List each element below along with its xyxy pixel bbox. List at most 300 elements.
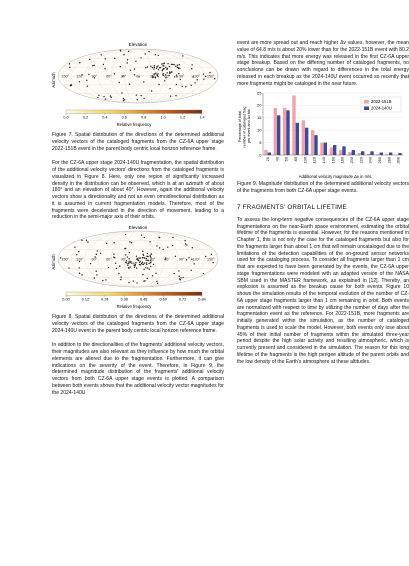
fig7-lon-label: 120° [76, 74, 84, 79]
fig7-point [145, 67, 146, 68]
fig9-xtick-label: 140 [320, 157, 326, 164]
fig7-point [147, 66, 148, 67]
fig7-colorbar [66, 110, 202, 114]
fig8-point [178, 270, 179, 271]
fig8-tick-label: 0.48 [140, 297, 148, 302]
fig7-lon-label: 30° [120, 74, 127, 79]
fig7-point [156, 74, 157, 75]
fig9-bar-2022-151B [339, 150, 342, 155]
fig8-point [135, 264, 136, 265]
fig8-point [172, 245, 173, 246]
fig7-point [110, 95, 111, 96]
fig8-point [68, 267, 69, 268]
paragraph-4: To assess the long-term negative consequences of the CZ-6A upper stage fragmentations on the near-Earth space environment, estimating the orbital lifetime of the fragments is essential. However, for the reasons mentioned in Chapter 1, this is not only the case for the cataloged fragments but also for the fragments larger than about 1 cm that will remain uncataloged due to the limitations of the detection capabilities of the on-ground sensor networks used for the cataloging process. To consider all fragments larger than 1 cm that are expected to have been generated by the events, the CZ-6A upper stage fragmentations were modeled with an adapted version of the NASA SBM used in the MASTER framework, as explained in [12]. Thereby, an explosion is assumed as the breakup cause for both events. Figure 10 shows the simulation results of the temporal evolution of the number of CZ-6A upper stage fragments larger than 1 cm remaining in orbit. Both events are normalized with respect to time by utilizing the number of days after the fragmentation event as the reference. For 2022-151B, more fragments are initially generated within the simulation, as the number of cataloged fragments is used to scale the model. However, both events only lose about 45% of their initial number of fragments within the simulated three-year period despite the high solar activity and resulting atmospheric, which is currently present and considered in the simulation. The reason for this long lifetime of the fragments is the high perigee altitude of the parent orbits and the low density of the Earth's atmosphere at these altitudes. [237, 216, 409, 365]
fig8-point [150, 266, 151, 267]
fig7-point [174, 76, 175, 77]
fig8-point [149, 255, 150, 256]
fig9-legend-swatch [364, 107, 369, 111]
fig8-point [156, 245, 157, 246]
fig8-point [192, 247, 193, 248]
fig7-point [137, 99, 138, 100]
fig7-point [151, 90, 152, 91]
fig7-tick-label: 0.2 [82, 115, 89, 120]
fig7-point [176, 84, 177, 85]
fig8-point [96, 271, 97, 272]
fig8-point [97, 250, 98, 251]
fig8-point [162, 249, 163, 250]
fig9-bar-2022-151B [320, 143, 323, 155]
fig8-point [153, 264, 154, 265]
fig9-bar-2024-140U [342, 147, 345, 156]
fig7-lon-label: 60° [106, 74, 112, 79]
fig8-point [142, 274, 143, 275]
fig7-point [69, 63, 70, 64]
fig7-lon-label: 0° [136, 74, 140, 79]
fig8-point [146, 258, 147, 259]
fig7-tick-label: 1.4 [199, 115, 205, 120]
fig9-bar-2022-151B [311, 130, 314, 155]
fig8-point [141, 263, 142, 264]
fig7-title: Elevation [128, 42, 148, 47]
fig7-point [179, 68, 180, 69]
fig8-point [142, 251, 143, 252]
fig8-point [193, 263, 194, 264]
fig9-xtick-label: 240 [367, 157, 373, 164]
fig8-xlabel: Relative frequency [116, 304, 152, 309]
fig7-point [129, 84, 130, 85]
fig8-point [149, 241, 150, 242]
fig7-point [209, 72, 210, 73]
fig8-point [131, 242, 132, 243]
fig8-point [173, 273, 174, 274]
fig7-point [103, 64, 104, 65]
fig8-point [211, 254, 212, 255]
fig8-point [128, 268, 129, 269]
figure-8-caption: Figure 8. Spatial distribution of the directions of the determined additional velocity vectors of the cataloged fragments from the CZ-6A upper stage 2024-140U event in the parent body centric local horizon reference frame. [52, 314, 224, 334]
fig9-bar-2022-151B [358, 153, 361, 155]
fig7-point [123, 100, 124, 101]
fig7-point [164, 80, 165, 81]
fig8-point [149, 269, 150, 270]
fig8-point [175, 256, 176, 257]
fig7-point [92, 65, 93, 66]
fig7-point [171, 71, 172, 72]
fig7-point [143, 98, 144, 99]
fig8-point [184, 240, 185, 241]
fig8-point [145, 267, 146, 268]
fig7-point [105, 58, 106, 59]
section-heading-7: 7 FRAGMENTS' ORBITAL LIFETIME [237, 203, 347, 211]
fig8-point [74, 247, 75, 248]
fig7-point [174, 64, 175, 65]
fig7-point [141, 95, 142, 96]
fig8-point [146, 264, 147, 265]
fig8-tick-label: 0.00 [62, 297, 70, 302]
fig7-point [176, 76, 177, 77]
fig9-legend-swatch [364, 100, 369, 104]
fig8-point [90, 263, 91, 264]
fig9-bar-2024-140U [277, 116, 280, 156]
fig8-point [186, 259, 187, 260]
fig9-xtick-label: 120 [311, 157, 317, 164]
fig8-point [96, 274, 97, 275]
fig7-tick-label: 1.0 [160, 115, 166, 120]
fig7-point [104, 68, 105, 69]
fig7-point [203, 73, 204, 74]
fig8-colorbar [66, 292, 202, 296]
fig9-xtick-label: 300 [395, 157, 401, 164]
fig8-point [139, 264, 140, 265]
fig9-bar-2024-140U [352, 150, 355, 155]
fig7-point [148, 51, 149, 52]
fig8-point [126, 262, 127, 263]
fig7-tick-label: 1.2 [179, 115, 186, 120]
fig7-point [177, 67, 178, 68]
fig9-bar-2024-140U [361, 152, 364, 156]
fig8-point [106, 243, 107, 244]
fig9-legend-label: 2024-140U [371, 105, 392, 111]
fig7-point [155, 73, 156, 74]
fig8-point [113, 254, 114, 255]
fig8-point [140, 257, 141, 258]
fig8-point [147, 278, 148, 279]
fig7-point [120, 50, 121, 51]
right-column [237, 40, 409, 365]
fig8-tick-label: 0.60 [159, 297, 167, 302]
fig8-point [120, 276, 121, 277]
fig9-ytick-label: 10 [257, 127, 262, 133]
fig8-point [113, 242, 114, 243]
fig7-point [158, 69, 159, 70]
fig8-point [87, 241, 88, 242]
fig9-bar-2024-140U [305, 128, 308, 155]
fig9-xtick-label: 200 [348, 157, 354, 164]
fig8-point [116, 268, 117, 269]
figure-7-caption: Figure 7. Spatial distribution of the directions of the determined additional velocity vectors of the cataloged fragments from the CZ-6A upper stage 2022-151B event in the parent body centric local horizon reference frame. [52, 132, 224, 152]
fig8-point [124, 248, 125, 249]
fig7-point [161, 63, 162, 64]
fig9-bar-2024-140U [314, 135, 317, 155]
fig8-lon-label: 30° [120, 257, 127, 262]
fig7-point [163, 68, 164, 69]
fig9-xtick-label: 40 [274, 157, 280, 162]
fig8-lon-label: 60° [164, 257, 170, 262]
fig9-bar-2022-151B [302, 121, 305, 156]
fig8-point [129, 241, 130, 242]
fig8-point [113, 256, 114, 257]
fig7-point [166, 72, 167, 73]
fig7-point [154, 67, 155, 68]
fig8-tick-label: 0.84 [198, 297, 206, 302]
fig8-point [130, 261, 131, 262]
fig8-point [131, 262, 132, 263]
fig7-lon-label: 90° [178, 74, 185, 79]
fig8-point [143, 264, 144, 265]
fig9-ylabel-line: Percentage of total [238, 111, 242, 143]
fig8-point [143, 269, 144, 270]
fig7-point [127, 59, 128, 60]
fig7-point [110, 97, 111, 98]
fig8-lon-label: 90° [91, 257, 98, 262]
fig9-ytick-label: 5 [259, 140, 262, 146]
fig7-point [194, 82, 195, 83]
fig8-point [108, 267, 109, 268]
fig8-point [135, 262, 136, 263]
fig8-point [143, 257, 144, 258]
fig7-point [171, 64, 172, 65]
fig7-ylabel: Azimuth [51, 72, 56, 88]
fig7-point [88, 74, 89, 75]
fig9-bar-2022-151B [274, 108, 277, 155]
fig8-lon-label: 120° [192, 257, 200, 262]
fig7-point [114, 73, 115, 74]
fig7-point [203, 78, 204, 79]
fig7-point [134, 74, 135, 75]
fig8-lon-label: 150° [207, 257, 215, 262]
fig8-point [133, 280, 134, 281]
fig7-point [128, 51, 129, 52]
fig9-bar-2024-140U [268, 153, 271, 155]
fig9-bar-2024-140U [333, 145, 336, 155]
fig7-point [157, 73, 158, 74]
fig8-point [191, 270, 192, 271]
fig8-point [179, 276, 180, 277]
fig8-point [147, 253, 148, 254]
fig8-point [96, 254, 97, 255]
fig9-bar-2022-151B [264, 150, 267, 155]
fig8-point [136, 267, 137, 268]
fig7-tick-label: 0.6 [121, 115, 127, 120]
fig8-point [182, 277, 183, 278]
fig7-point [120, 66, 121, 67]
fig7-point [114, 58, 115, 59]
fig9-bar-2022-151B [348, 152, 351, 155]
fig9-bar-2022-151B [330, 148, 333, 155]
fig9-xtick-label: 160 [330, 157, 336, 164]
fig7-point [157, 76, 158, 77]
fig8-point [127, 263, 128, 264]
fig7-point [101, 54, 102, 55]
fig7-point [178, 68, 179, 69]
fig8-lon-label: 30° [149, 257, 156, 262]
fig8-point [155, 273, 156, 274]
fig7-point [191, 68, 192, 69]
fig8-point [143, 281, 144, 282]
fig8-point [151, 253, 152, 254]
fig7-point [153, 68, 154, 69]
fig9-bar-2024-140U [380, 153, 383, 155]
fig7-point [89, 59, 90, 60]
fig8-point [79, 273, 80, 274]
fig7-point [170, 96, 171, 97]
fig8-point [146, 259, 147, 260]
fig8-point [203, 273, 204, 274]
fig7-point [158, 84, 159, 85]
fig8-tick-label: 0.24 [101, 297, 109, 302]
fig8-point [186, 244, 187, 245]
fig8-lon-label: 60° [106, 257, 112, 262]
fig7-point [118, 82, 119, 83]
fig7-point [79, 62, 80, 63]
fig8-point [81, 240, 82, 241]
fig9-bar-2024-140U [398, 153, 401, 155]
fig9-legend-label: 2022-151B [371, 99, 392, 105]
fig7-point [169, 66, 170, 67]
fig8-point [125, 254, 126, 255]
paragraph-1: For the CZ-6A upper stage 2024-140U fragmentation, the spatial distribution of the additional velocity vectors' directions from the cataloged fragments is visualized in Figure 8. Here, only one region of significantly increased density in the distribution can be observed, which is at an azimuth of about 180° and an elevation of about 40°. However, again the additional velocity vectors show a directionality and not an even omnidirectional distribution as it is assumed in current fragmentation models. Therefore, most of the fragments were decelerated in the direction of movement, leading to a reduction in the semi-major axis of their orbits. [52, 160, 224, 221]
fig7-point [93, 65, 94, 66]
figure-8 [52, 224, 224, 312]
fig9-bar-2024-140U [296, 123, 299, 155]
fig8-point [130, 266, 131, 267]
fig8-point [159, 237, 160, 238]
fig8-point [128, 261, 129, 262]
fig7-point [175, 95, 176, 96]
fig8-point [118, 273, 119, 274]
fig7-point [179, 64, 180, 65]
fig9-ytick-label: 20 [257, 102, 262, 108]
fig8-point [102, 280, 103, 281]
fig7-point [105, 98, 106, 99]
fig8-point [167, 246, 168, 247]
fig7-point [87, 86, 88, 87]
fig7-point [159, 67, 160, 68]
fig7-point [98, 95, 99, 96]
fig9-bar-2024-140U [324, 143, 327, 155]
fig8-ylabel: Azimuth [51, 254, 56, 270]
fig8-point [147, 267, 148, 268]
fig7-tick-label: 0.4 [102, 115, 108, 120]
fig8-point [76, 254, 77, 255]
fig7-point [69, 67, 70, 68]
fig8-point [144, 262, 145, 263]
fig8-point [143, 255, 144, 256]
fig8-point [133, 262, 134, 263]
fig8-tick-label: 0.36 [120, 297, 128, 302]
left-column [52, 40, 224, 396]
fig7-point [190, 85, 191, 86]
fig9-bar-2024-140U [389, 153, 392, 155]
fig9-bar-2022-151B [283, 108, 286, 155]
fig7-point [135, 61, 136, 62]
fig7-point [169, 88, 170, 89]
fig7-point [166, 69, 167, 70]
fig7-point [164, 63, 165, 64]
fig7-point [155, 54, 156, 55]
fig8-point [128, 282, 129, 283]
fig8-point [114, 257, 115, 258]
fig7-point [127, 62, 128, 63]
fig7-point [167, 63, 168, 64]
fig7-lon-label: 150° [207, 74, 215, 79]
fig8-point [212, 262, 213, 263]
fig8-lon-label: 0° [136, 257, 140, 262]
fig9-ylabel-line: per event and Δv bin [247, 109, 251, 144]
fig7-point [103, 96, 104, 97]
fig8-lon-label: 120° [76, 257, 84, 262]
figure-7 [52, 40, 224, 140]
fig9-xtick-label: 20 [264, 157, 270, 162]
fig7-lon-label: 90° [91, 74, 98, 79]
fig7-point [123, 98, 124, 99]
fig7-point [70, 84, 71, 85]
fig7-point [134, 68, 135, 69]
fig8-lon-label: 150° [61, 257, 69, 262]
fig7-point [163, 63, 164, 64]
fig7-point [163, 65, 164, 66]
fig7-point [185, 86, 186, 87]
fig8-tick-label: 0.72 [178, 297, 187, 302]
fig7-tick-label: 0.0 [63, 115, 69, 120]
fig7-point [79, 81, 80, 82]
fig9-ytick-label: 0 [259, 152, 262, 158]
fig8-point [128, 258, 129, 259]
fig7-point [124, 99, 125, 100]
fig8-lon-label: 90° [178, 257, 185, 262]
fig7-point [156, 68, 157, 69]
fig7-point [130, 70, 131, 71]
fig8-point [148, 263, 149, 264]
fig7-point [136, 95, 137, 96]
fig8-point [156, 281, 157, 282]
fig7-point [177, 65, 178, 66]
fig8-point [100, 253, 101, 254]
fig7-point [182, 55, 183, 56]
fig7-point [97, 97, 98, 98]
fig7-point [123, 54, 124, 55]
fig8-point [139, 262, 140, 263]
fig8-point [78, 267, 79, 268]
fig8-point [142, 262, 143, 263]
fig8-point [134, 267, 135, 268]
fig7-lon-label: 120° [192, 74, 200, 79]
fig7-point [197, 79, 198, 80]
fig8-point [127, 264, 128, 265]
fig9-xlabel: Additional velocity magnitude Δv in m/s [298, 174, 372, 180]
fig8-point [136, 282, 137, 283]
fig7-lon-label: 30° [149, 74, 156, 79]
fig9-xtick-label: 180 [339, 157, 345, 164]
figure-9-chart [237, 89, 409, 181]
fig7-point [170, 72, 171, 73]
fig8-point [142, 257, 143, 258]
fig8-tick-label: 0.12 [81, 297, 90, 302]
fig9-xtick-label: 220 [358, 157, 364, 164]
fig9-xtick-label: 60 [283, 157, 289, 162]
fig8-point [129, 252, 130, 253]
fig7-point [191, 64, 192, 65]
fig9-xtick-label: 280 [386, 157, 392, 164]
paragraph-3: event are more spread out and reach higher Δv values, however, the mean value of 64.8 m/s is about 20% lower than for the 2022-151B event with 80.2 m/s. This indicates that more energy was released in the first CZ-6A upper stage breakup. Based on the differing number of cataloged fragments, no conclusions can be drawn with regard to differences in the total energy released in each breakup as the 2024-140U event occurred so recently that more fragments might be cataloged in the near future. [237, 40, 409, 87]
fig7-point [86, 80, 87, 81]
fig8-point [159, 247, 160, 248]
fig8-point [146, 262, 147, 263]
fig8-point [188, 257, 189, 258]
fig8-point [125, 234, 126, 235]
fig8-point [81, 274, 82, 275]
fig7-point [165, 67, 166, 68]
fig7-lon-label: 150° [61, 74, 69, 79]
figure-9-caption: Figure 9. Magnitude distribution of the determined additional velocity vectors of the fragments from both CZ-6A upper stage events. [237, 181, 409, 194]
fig9-xtick-label: 80 [292, 157, 298, 162]
fig7-point [176, 75, 177, 76]
fig7-point [156, 66, 157, 67]
fig9-bar-2024-140U [370, 152, 373, 156]
fig7-point [145, 53, 146, 54]
fig8-point [152, 275, 153, 276]
fig7-point [140, 57, 141, 58]
fig9-ylabel [238, 105, 251, 148]
